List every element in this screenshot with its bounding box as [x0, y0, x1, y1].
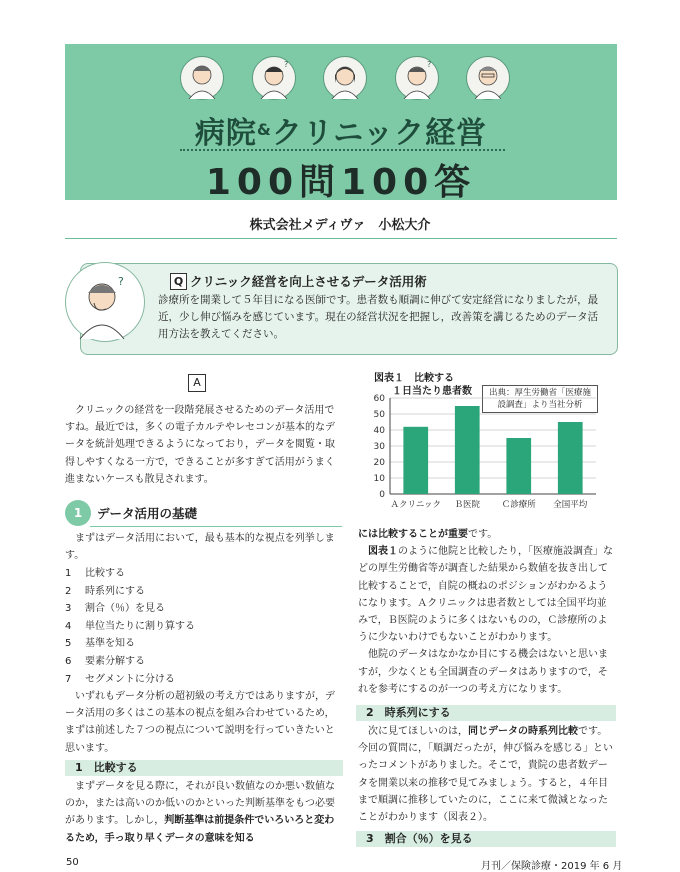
- list-item: [65, 618, 195, 636]
- list-item-number: 7: [65, 673, 72, 685]
- page-title: 病院&クリニック経営: [194, 116, 488, 151]
- doctor-face-icon: [252, 56, 296, 100]
- page-subtitle: 100問100答: [205, 162, 477, 203]
- list-item: [65, 565, 195, 583]
- question-label: Q: [170, 273, 187, 290]
- answer-label: A: [188, 374, 206, 392]
- intro-paragraph: クリニックの経営を一段階発展させるためのデータ活用ですね。最近では，多くの電子カルテやレセコンが基本的なデータを統計処理できるようになっており，データを閲覧・取得しやすくなる一方で，できることが多すぎて活用がうまく進まないケースも散見されます。: [65, 405, 335, 485]
- list-item: [65, 653, 195, 671]
- header-rule: [65, 238, 617, 239]
- svg-text:?: ?: [426, 60, 431, 69]
- list-item-number: 4: [65, 620, 72, 632]
- compare-paragraph: まずデータを見る際に，それが良い数値なのか悪い数値なのか，または高いのか低いのかといった判断基準をもつ必要があります。しかし，判断基準は前提条件でいろいろと変わるため，手っ取り早くデータの意味を知る: [65, 781, 335, 844]
- question-body: 診療所を開業して５年目になる医師です。患者数も順調に伸びて安定経営になりましたが，最近，少し伸び悩みを感じています。現在の経営状況を把握し，改善策を講じるためのデータ活用方法を教えてください。: [158, 294, 599, 340]
- svg-text:?: ?: [283, 60, 288, 69]
- bar: [403, 427, 428, 494]
- list-item-text: 単位当たりに割り算する: [85, 620, 195, 632]
- author-line: 株式会社メディヴァ 小松大介: [249, 218, 431, 233]
- list-item-text: 比較する: [85, 568, 125, 579]
- y-tick-label: 60: [373, 394, 385, 404]
- list-item-text: 基準を知る: [85, 638, 135, 650]
- x-tick-label: Ｃ診療所: [501, 500, 536, 510]
- section-heading-rule: [90, 526, 342, 527]
- list-item-number: 6: [65, 655, 72, 667]
- section-number-badge: 1: [65, 500, 91, 526]
- journal-name: 月刊／保険診療・2019 年 6 月: [481, 861, 623, 872]
- doctor-face-icon: [395, 56, 439, 100]
- question-title: クリニック経営を向上させるデータ活用術: [190, 274, 427, 289]
- list-item-number: 2: [65, 585, 72, 597]
- doctor-face-icon: [466, 56, 510, 100]
- list-item-text: セグメントに分ける: [85, 673, 175, 685]
- list-item: [65, 600, 195, 618]
- list-item-text: 割合（％）を見る: [85, 603, 165, 615]
- title-ampersand: &: [256, 120, 272, 139]
- doctor-face-icon: [180, 56, 224, 100]
- list-outro-paragraph: いずれもデータ分析の超初級の考え方ではありますが，データ活用の多くはこの基本の視点を組み合わせているため，まずは前述した７つの視点について説明を行っていきたいと思います。: [65, 691, 335, 754]
- emphasis-text: 判断基準は前提条件でいろいろと変わるため，手っ取り早くデータの意味を知る: [65, 815, 335, 844]
- right-paragraph-1: には比較することが重要です。 図表１のように他院と比較したり，「医療施設調査」などの厚生労働省等が調査した結果から数値を抜き出して比較することで，自院の概ねのポジションがわかるようになります。Ａクリニックは患者数としては全国平均並みで，Ｂ医院のように多くはないものの，Ｃ診療所のように少ないわけでもないことがわかります。 他院のデータはなかなか目にする機会はないと思いますが，少なくとも全国調査のデータはありますので，それを参考にするのが一つの考え方になります。: [358, 529, 613, 695]
- list-item: [65, 635, 195, 653]
- section-heading: データ活用の基礎: [97, 506, 198, 521]
- doctor-face-icon: [323, 56, 367, 100]
- title-divider: [180, 149, 505, 151]
- bar-chart: [360, 390, 616, 514]
- timeseries-paragraph: 次に見てほしいのは，同じデータの時系列比較です。今回の質問に，「順調だったが，伸び悩みを感じる」といったコメントがありました。そこで，貴院の患者数データを開業以来の推移で見てみましょう。すると，４年目まで順調に推移していたのに，ここに来て微減となったことがわかります（図表２）。: [358, 726, 613, 824]
- y-tick-label: 0: [379, 490, 385, 500]
- chart-title: 図表１ 比較する: [374, 373, 454, 384]
- bar: [455, 406, 480, 494]
- y-tick-label: 30: [373, 442, 385, 452]
- x-tick-label: 全国平均: [553, 500, 588, 510]
- x-tick-label: Ｂ医院: [454, 500, 481, 510]
- list-item-text: 要素分解する: [85, 655, 145, 667]
- list-item: [65, 671, 195, 689]
- subsection-timeseries: 2 時系列にする: [356, 705, 616, 721]
- chart-subtitle: １日当たり患者数: [392, 386, 472, 397]
- list-intro: まずはデータ活用において，最も基本的な視点を列挙します。: [65, 533, 335, 562]
- chart-source: 出典：厚生労働省「医療施設調査」より当社分析: [482, 385, 598, 413]
- list-item-number: 5: [65, 638, 72, 650]
- bar: [558, 422, 583, 494]
- subsection-ratio: 3 割合（％）を見る: [356, 831, 616, 847]
- y-tick-label: 40: [373, 426, 385, 436]
- y-tick-label: 10: [373, 474, 385, 484]
- viewpoint-list: [65, 565, 195, 688]
- svg-text:?: ?: [118, 275, 124, 288]
- doctor-faces: [180, 56, 510, 100]
- y-tick-label: 50: [373, 410, 385, 420]
- page-number: 50: [66, 857, 79, 868]
- list-item: [65, 583, 195, 601]
- title-banner: [65, 44, 617, 203]
- list-item-number: 1: [65, 568, 72, 579]
- list-item-number: 3: [65, 603, 72, 615]
- x-tick-label: Ａクリニック: [390, 500, 441, 510]
- thinking-doctor-icon: [65, 262, 145, 342]
- y-tick-label: 20: [373, 458, 385, 468]
- subsection-compare: 1 比較する: [65, 760, 343, 776]
- list-item-text: 時系列にする: [85, 585, 145, 597]
- bar: [506, 438, 531, 494]
